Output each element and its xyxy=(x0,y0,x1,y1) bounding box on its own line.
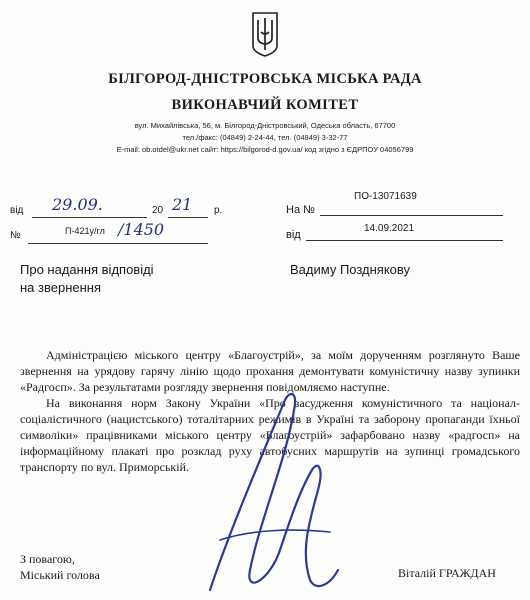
ref-date: 14.09.2021 xyxy=(364,223,415,234)
number-printed: П-421у/гл xyxy=(65,226,105,236)
year-underline xyxy=(168,217,208,218)
address-line: вул. Михайлівська, 56, м. Білгород-Дністровський, Одеська область, 67700 xyxy=(134,121,396,130)
year-suffix: р. xyxy=(214,205,223,216)
recipient: Вадиму Позднякову xyxy=(290,262,411,277)
handwritten-date: 29.09. xyxy=(52,195,103,214)
committee-title: ВИКОНАВЧИЙ КОМІТЕТ xyxy=(171,97,359,113)
ref-date-label: від xyxy=(286,229,301,241)
number-label: № xyxy=(10,230,21,241)
subject-line-1: Про надання відповіді xyxy=(20,262,154,277)
handwritten-year: 21 xyxy=(172,195,193,214)
coat-of-arms-icon xyxy=(250,10,280,58)
signature-icon xyxy=(190,380,350,600)
closing-regards: З повагою, xyxy=(20,552,75,566)
date-underline xyxy=(32,217,147,218)
from-label: від xyxy=(10,205,24,216)
contacts-line: E-mail: ob.otdel@ukr.net сайт: https://bilgorod-d.gov.ua/ код згідно з ЄДРПОУ 04056799 xyxy=(116,145,414,154)
ref-number: ПО-13071639 xyxy=(354,191,417,202)
year-prefix: 20 xyxy=(152,205,164,216)
number-underline xyxy=(28,243,208,244)
closing-position: Міський голова xyxy=(20,568,100,582)
signatory-name: Віталій ГРАЖДАН xyxy=(398,566,496,580)
handwritten-number: /1450 xyxy=(118,220,165,239)
ref-date-underline xyxy=(306,240,503,241)
phones-line: тел./факс: (04849) 2-24-44, тел. (04849) 3-32-77 xyxy=(182,133,348,142)
paragraph-1: Адміністрацією міського центру «Благоустрій», за моїм дорученням розглянуто Ваше звернення на урядову гарячу лінію щодо прохання демонтувати комуністичну назву зупинки «Радгосп». За результатами розгляду звернення повідомляємо наступне. xyxy=(20,348,520,394)
subject-line-2: на звернення xyxy=(20,280,102,295)
ref-label: На № xyxy=(286,204,315,216)
council-title: БІЛГОРОД-ДНІСТРОВСЬКА МІСЬКА РАДА xyxy=(108,71,422,87)
ref-underline xyxy=(320,215,503,216)
paragraph-2: На виконання норм Закону України «Про засудження комуністичного та націонал-соціалістичного (нацистського) тоталітарних режимів в Україні та заборону пропаганди їхньої символіки» працівниками міського центру «Благоустрій» зафарбовано назву «радгосп» на інформаційному плакаті про розклад руху автобусних маршрутів на зупинці громадського транспорту по вул. Приморській. xyxy=(20,396,520,474)
